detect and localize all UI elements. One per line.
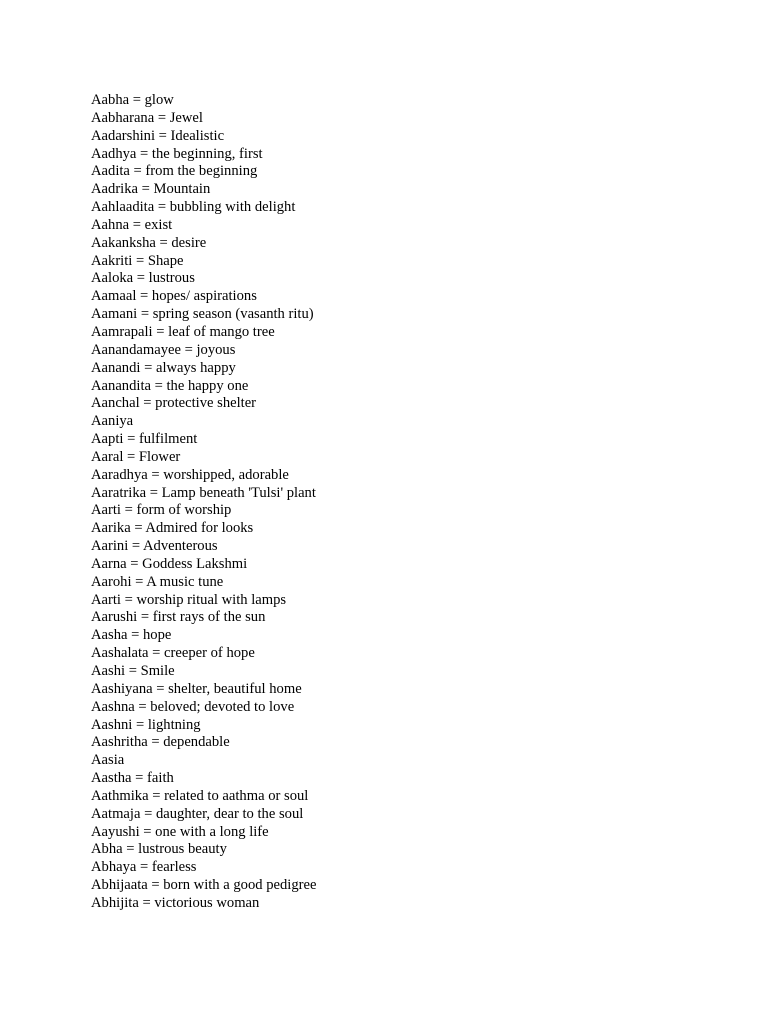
list-item: Aahna = exist <box>91 216 173 233</box>
list-item: Aadita = from the beginning <box>91 163 258 180</box>
list-item: Aarti = form of worship <box>91 502 232 519</box>
list-item: Aamani = spring season (vasanth ritu) <box>91 306 314 323</box>
list-item: Aayushi = one with a long life <box>91 823 269 840</box>
list-item: Aasha = hope <box>91 627 172 644</box>
list-item: Aaral = Flower <box>91 448 181 465</box>
list-item: Aahlaadita = bubbling with delight <box>91 199 296 216</box>
list-item: Aanandi = always happy <box>91 359 236 376</box>
list-item: Aadarshini = Idealistic <box>91 127 225 144</box>
list-item: Aamrapali = leaf of mango tree <box>91 323 275 340</box>
list-item: Aadhya = the beginning, first <box>91 145 263 162</box>
list-item: Abhaya = fearless <box>91 859 197 876</box>
list-item: Aaniya <box>91 413 134 430</box>
list-item: Aarini = Adventerous <box>91 538 218 555</box>
list-item: Abha = lustrous beauty <box>91 841 227 858</box>
list-item: Aadrika = Mountain <box>91 181 211 198</box>
name-meaning-list <box>91 92 316 913</box>
list-item: Aastha = faith <box>91 770 174 787</box>
list-item: Aashritha = dependable <box>91 734 230 751</box>
list-item: Aanchal = protective shelter <box>91 395 257 412</box>
list-item: Aanandamayee = joyous <box>91 341 236 358</box>
list-item: Abhijaata = born with a good pedigree <box>91 877 317 894</box>
list-item: Aakanksha = desire <box>91 234 207 251</box>
list-item: Aashi = Smile <box>91 663 175 679</box>
list-item: Aanandita = the happy one <box>91 377 249 394</box>
list-item: Aakriti = Shape <box>91 252 184 269</box>
list-item: Aashna = beloved; devoted to love <box>91 698 295 715</box>
list-item: Aarika = Admired for looks <box>91 520 254 537</box>
list-item: Aamaal = hopes/ aspirations <box>91 288 257 305</box>
list-item: Aashalata = creeper of hope <box>91 645 255 662</box>
list-item: Aabharana = Jewel <box>91 109 203 126</box>
list-item: Aarushi = first rays of the sun <box>91 609 266 626</box>
list-item: Aarti = worship ritual with lamps <box>91 591 287 608</box>
list-item: Aashni = lightning <box>91 716 201 733</box>
list-item: Aapti = fulfilment <box>91 431 198 448</box>
list-item: Aaratrika = Lamp beneath 'Tulsi' plant <box>91 484 316 501</box>
list-item: Abhijita = victorious woman <box>91 894 260 911</box>
list-item: Aarna = Goddess Lakshmi <box>91 555 248 572</box>
list-item: Aashiyana = shelter, beautiful home <box>91 680 302 697</box>
list-item: Aaloka = lustrous <box>91 270 195 287</box>
list-item: Aaradhya = worshipped, adorable <box>91 466 289 483</box>
list-item: Aathmika = related to aathma or soul <box>91 787 309 804</box>
list-item: Aarohi = A music tune <box>91 573 224 590</box>
list-item: Aatmaja = daughter, dear to the soul <box>91 805 304 822</box>
list-item: Aasia <box>91 752 125 769</box>
list-item: Aabha = glow <box>91 92 174 108</box>
